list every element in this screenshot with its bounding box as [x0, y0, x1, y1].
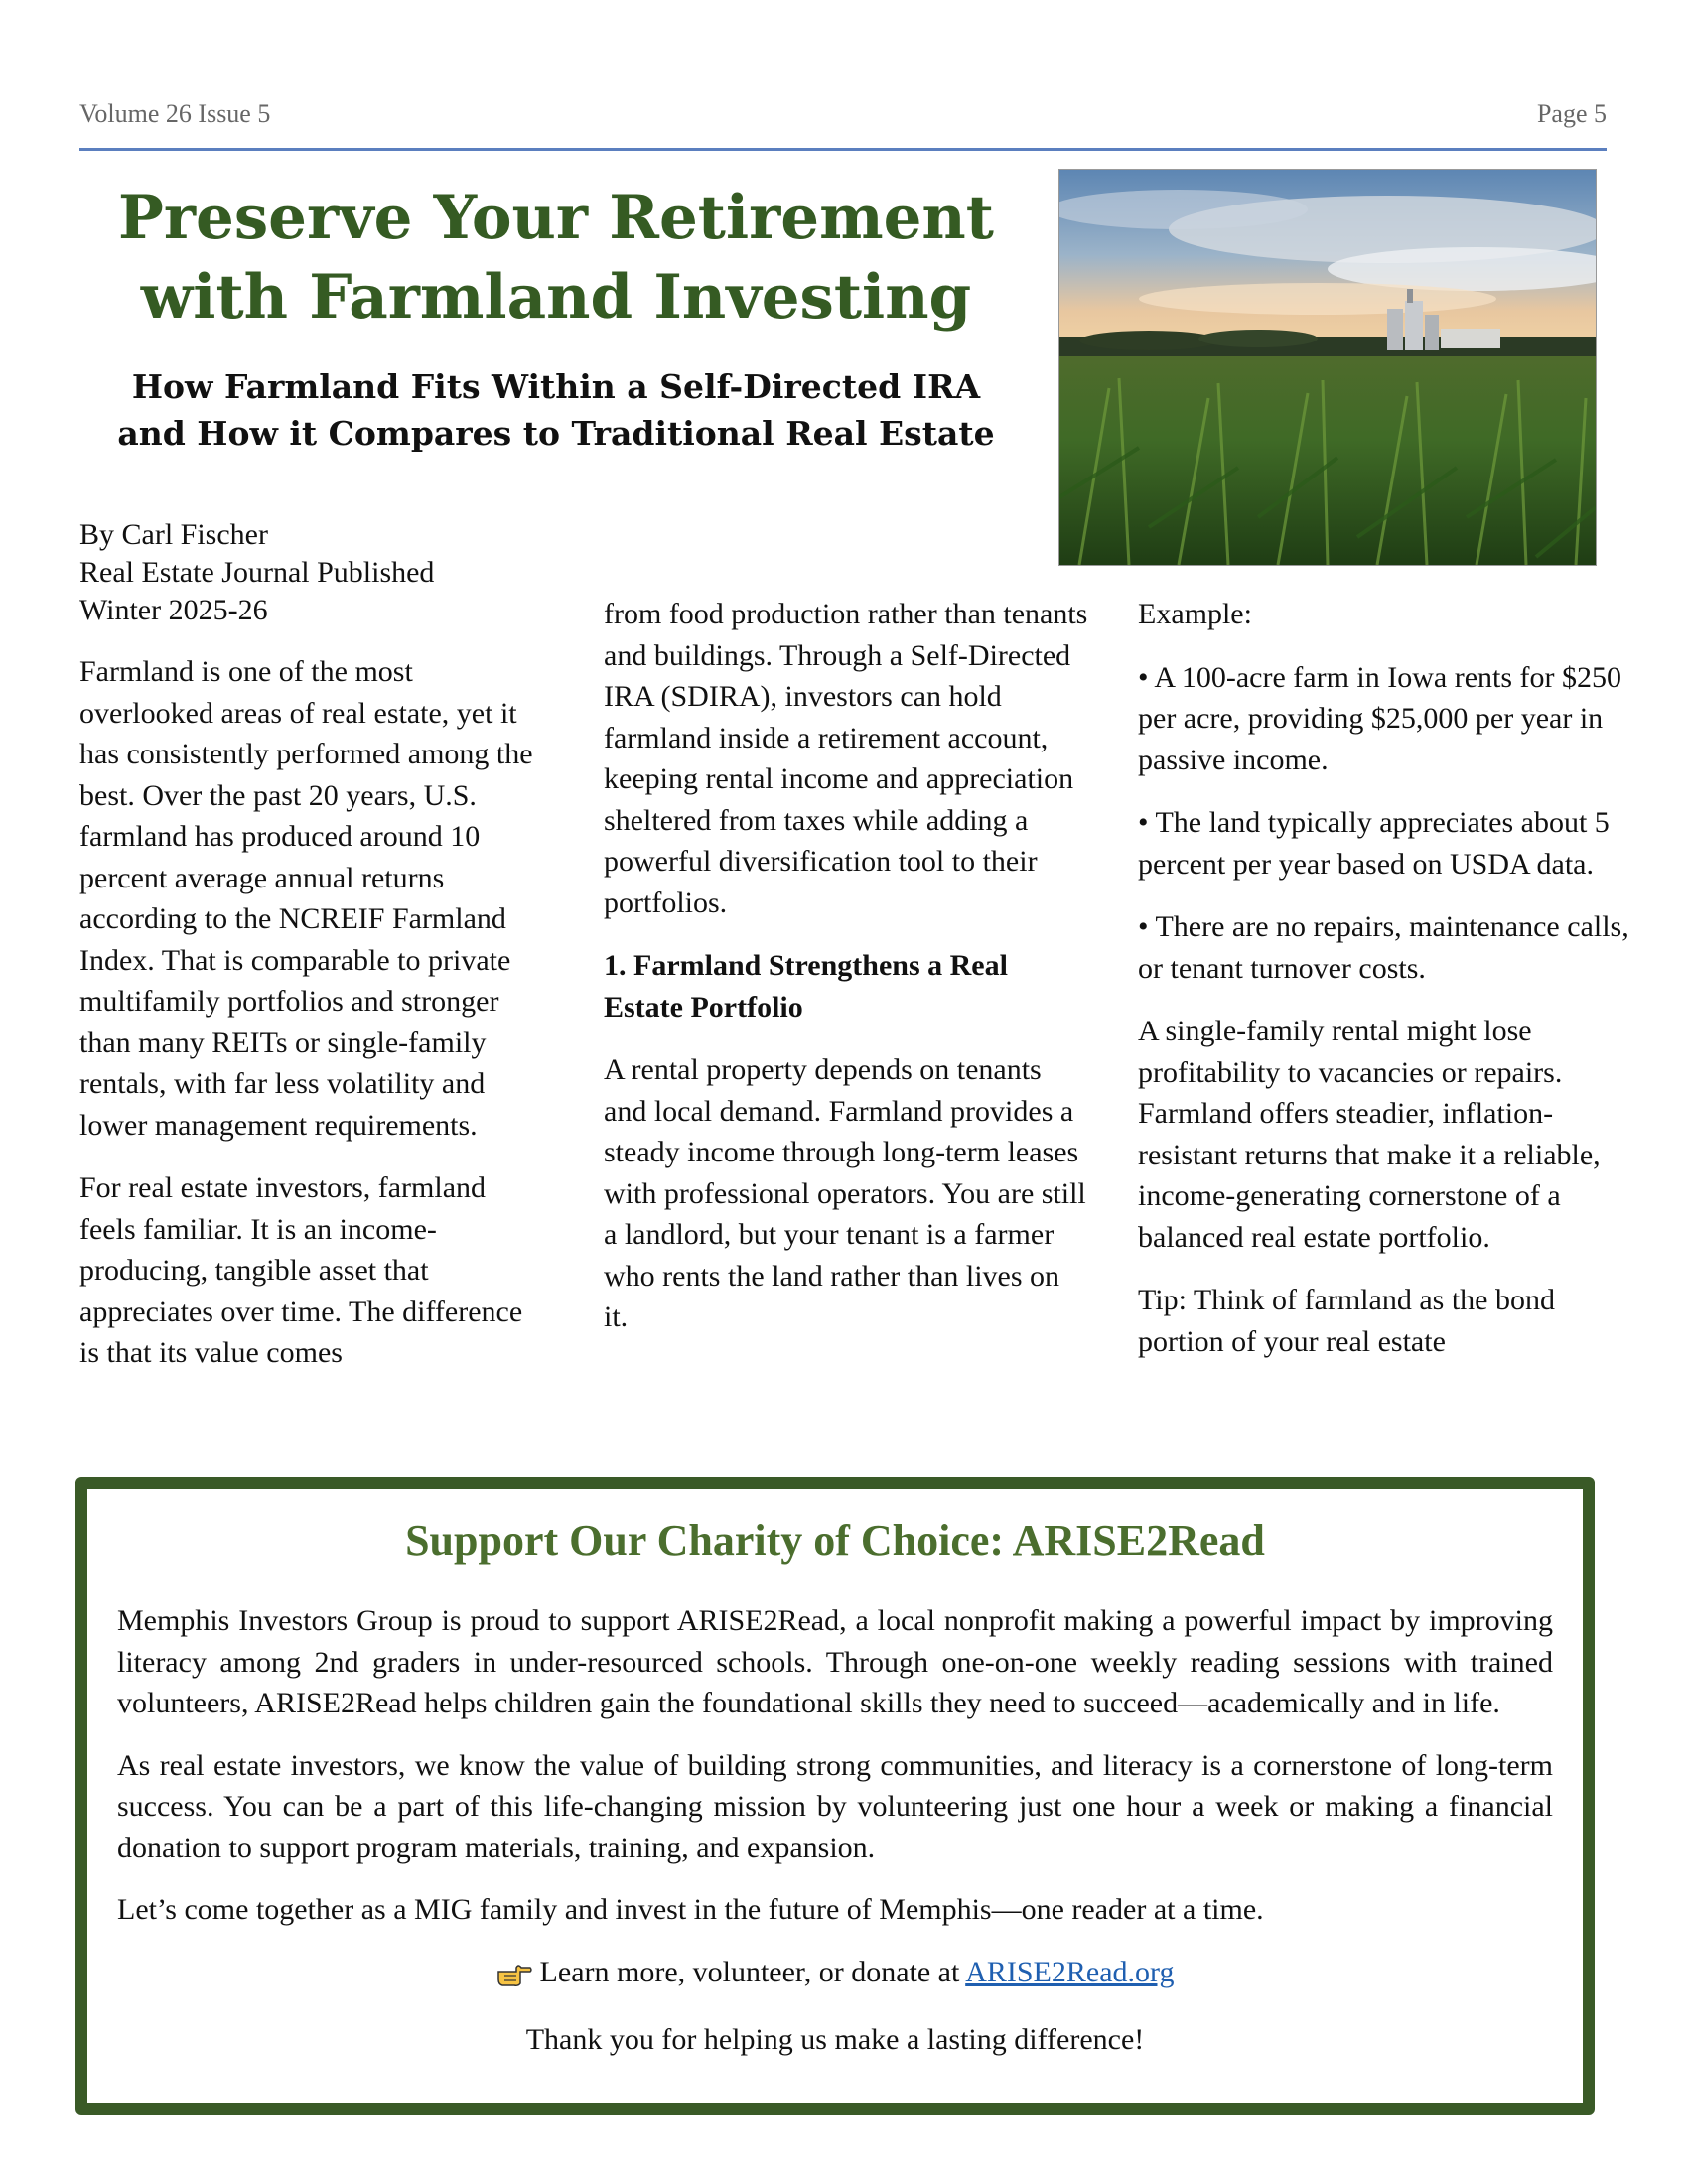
- author-name: By Carl Fischer: [79, 518, 268, 551]
- charity-paragraph: Let’s come together as a MIG family and invest in the future of Memphis—one reader at a time.: [117, 1893, 1264, 1926]
- charity-cta: [117, 1952, 1553, 1999]
- subtitle-line-1: How Farmland Fits Within a Self-Directed IRA: [131, 367, 981, 406]
- thank-you-note: Thank you for helping us make a lasting difference!: [525, 2023, 1145, 2056]
- pointing-hand-icon: [496, 1958, 532, 1999]
- header-divider: [79, 148, 1607, 151]
- charity-box: [75, 1477, 1595, 2115]
- title-line-2: with Farmland Investing: [140, 262, 972, 333]
- section-heading: 1. Farmland Strengthens a Real Estate Portfolio: [604, 949, 1008, 1024]
- charity-body: [117, 1600, 1553, 2082]
- charity-title: Support Our Charity of Choice: ARISE2Read: [405, 1516, 1265, 1565]
- issue-label: Volume 26 Issue 5: [79, 99, 271, 128]
- article-subtitle: [79, 363, 1033, 457]
- page-number: Page 5: [1536, 99, 1607, 128]
- body-paragraph: from food production rather than tenants and buildings. Through a Self-Directed IRA (SDIRA), investors can hold farmland inside a retirement account, keeping rental income and appreciation sheltered from taxes while adding a powerful diversification tool to their portfolios.: [604, 598, 1088, 919]
- farmland-photo: [1058, 169, 1597, 566]
- byline: [79, 516, 546, 629]
- publication: Real Estate Journal Published: [79, 556, 435, 589]
- bullet-item: • The land typically appreciates about 5 percent per year based on USDA data.: [1138, 806, 1610, 881]
- bullet-item: • There are no repairs, maintenance calls, or tenant turnover costs.: [1138, 910, 1629, 985]
- column-2: [604, 594, 1090, 1360]
- bullet-item: • A 100-acre farm in Iowa rents for $250 per acre, providing $25,000 per year in passive income.: [1138, 660, 1622, 776]
- tip-text: Tip: Think of farmland as the bond portion of your real estate: [1138, 1284, 1555, 1358]
- title-line-1: Preserve Your Retirement: [118, 183, 994, 253]
- article-title: [79, 179, 1033, 338]
- example-label: Example:: [1138, 598, 1252, 630]
- column-1: [79, 516, 546, 1396]
- subtitle-line-2: and How it Compares to Traditional Real Estate: [117, 414, 995, 453]
- body-paragraph: A single-family rental might lose profitability to vacancies or repairs. Farmland offers steadier, inflation-resistant returns that make it a reliable, income-generating cornerstone of a balanced real estate portfolio.: [1138, 1015, 1601, 1254]
- body-paragraph: Farmland is one of the most overlooked areas of real estate, yet it has consistently performed among the best. Over the past 20 years, U.S. farmland has produced around 10 percent average annual returns according to the NCREIF Farmland Index. That is comparable to private multifamily portfolios and stronger than many REITs or single-family rentals, with far less volatility and lower management requirements.: [79, 655, 533, 1142]
- column-3: [1138, 594, 1634, 1384]
- charity-paragraph: Memphis Investors Group is proud to support ARISE2Read, a local nonprofit making a powerful impact by improving literacy among 2nd graders in under-resourced schools. Through one-on-one weekly reading sessions with trained volunteers, ARISE2Read helps children gain the foundational skills they need to succeed—academically and in life.: [117, 1604, 1553, 1719]
- body-paragraph: A rental property depends on tenants and local demand. Farmland provides a steady income through long-term leases with professional operators. You are still a landlord, but your tenant is a farmer who rents the land rather than lives on it.: [604, 1053, 1086, 1333]
- publication-date: Winter 2025-26: [79, 594, 268, 626]
- cta-text: Learn more, volunteer, or donate at: [539, 1955, 966, 1988]
- charity-paragraph: As real estate investors, we know the value of building strong communities, and literacy is a cornerstone of long-term success. You can be a part of this life-changing mission by volunteering just one hour a week or making a financial donation to support program materials, training, and expansion.: [117, 1748, 1553, 1864]
- charity-website-link[interactable]: ARISE2Read.org: [965, 1955, 1175, 1988]
- body-paragraph: For real estate investors, farmland feels familiar. It is an income-producing, tangible asset that appreciates over time. The difference is that its value comes: [79, 1171, 523, 1369]
